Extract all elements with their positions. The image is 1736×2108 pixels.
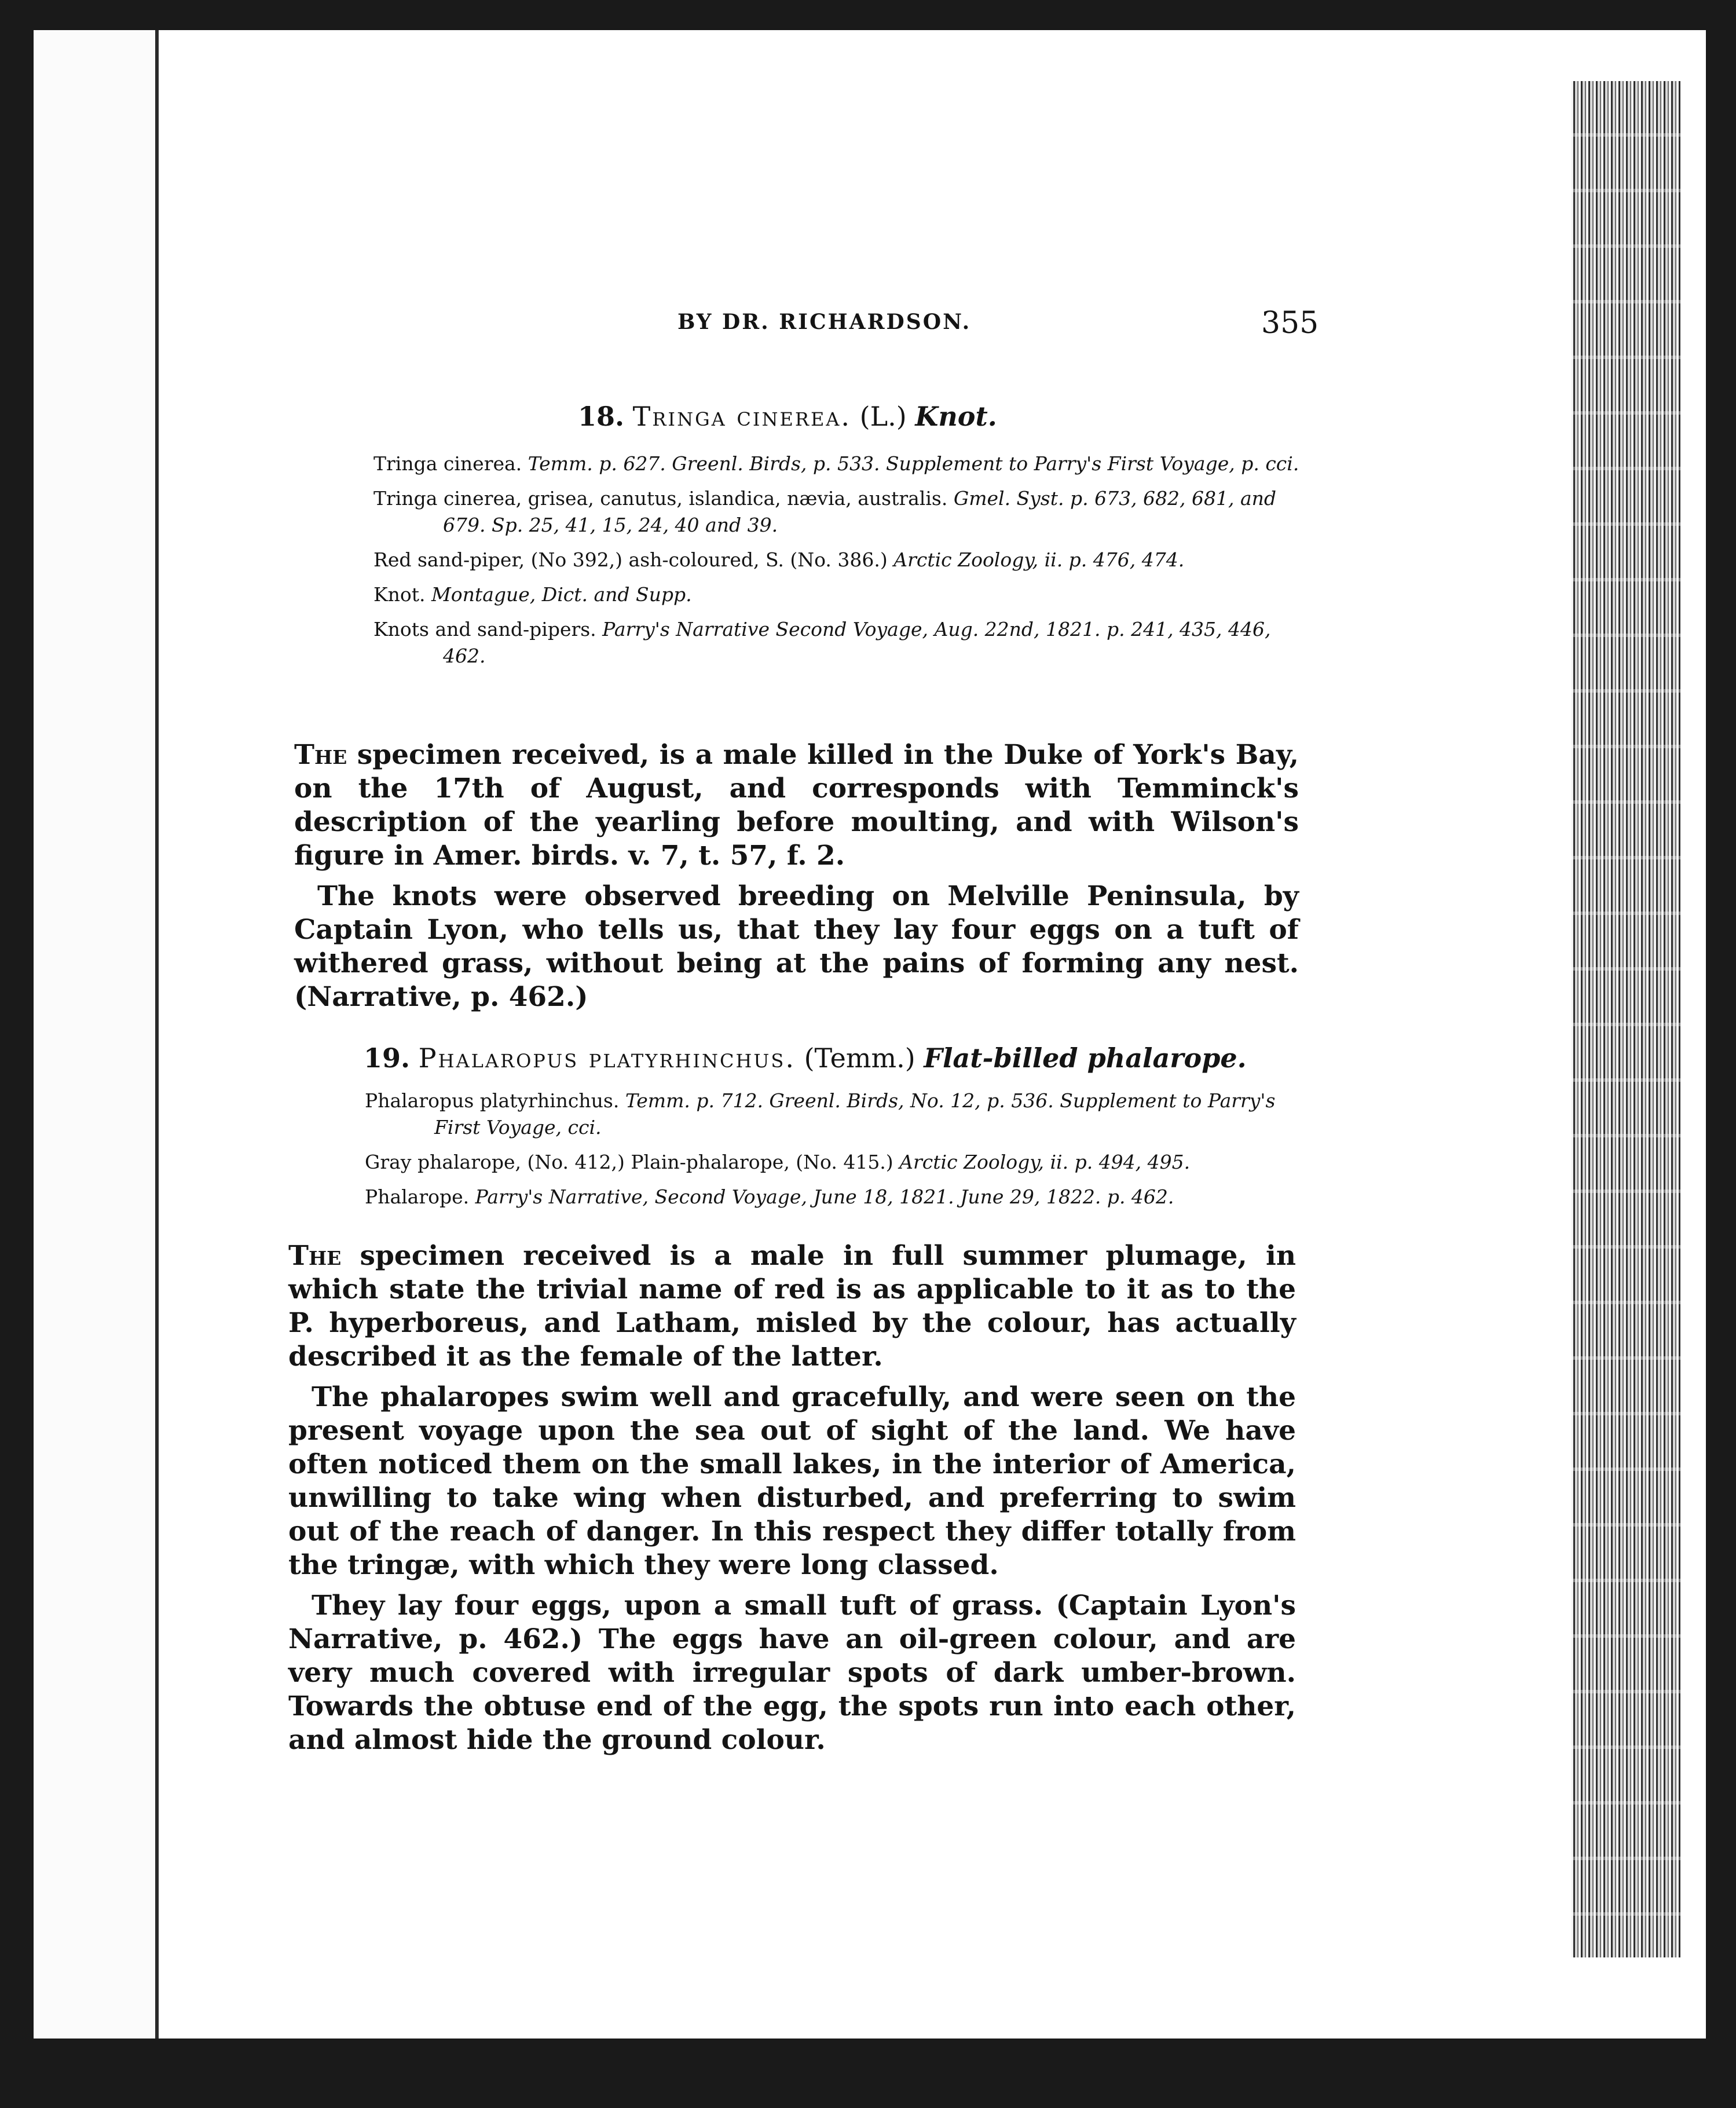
body-text-19 (288, 1239, 1296, 1764)
paragraph-text: specimen received is a male in full summer plumage, in which state the trivial name of red is as applicable to it as to the P. hyperboreus, and Latham, misled by the colour, has actually described it as the female of the latter. (288, 1240, 1296, 1373)
paragraph-lead: The (288, 1240, 342, 1272)
paragraph-text: specimen received, is a male killed in the Duke of York's Bay, on the 17th of August, and corresponds with Temminck's description of the yearling before moulting, and with Wilson's figure in Amer. birds. v. 7, t. 57, f. 2. (294, 739, 1299, 872)
synonym-name: Tringa cinerea. (373, 452, 528, 475)
synonym-name: Phalaropus platyrhinchus. (365, 1089, 625, 1112)
facing-page-edge (34, 30, 159, 2039)
synonym-name: Red sand-piper, (No 392,) ash-coloured, S. (No. 386.) (373, 548, 894, 571)
synonym-name: Phalarope. (365, 1185, 475, 1208)
synonym-name: Knot. (373, 583, 432, 606)
synonym-entry (365, 1184, 1297, 1210)
paragraph-text: The phalaropes swim well and gracefully, and were seen on the present voyage upon the sea out of sight of the land. We have often noticed them on the small lakes, in the interior of America, unwilling to take wing when disturbed, and preferring to swim out of the reach of danger. In this respect they differ totally from the tringæ, with which they were long classed. (288, 1381, 1296, 1581)
synonym-name: Gray phalarope, (No. 412,) Plain-phalarope, (No. 415.) (365, 1151, 900, 1173)
synonym-reference: Arctic Zoology, ii. p. 476, 474. (893, 548, 1185, 571)
body-text-18 (294, 738, 1299, 1021)
synonymy-list-18 (373, 451, 1306, 678)
paragraph (288, 1589, 1296, 1757)
species-number: 19. (364, 1042, 411, 1074)
synonym-reference: Parry's Narrative, Second Voyage, June 18, 1821. June 29, 1822. p. 462. (475, 1185, 1174, 1208)
synonym-entry (365, 1149, 1297, 1176)
species-common-name: Flat-billed phalarope. (924, 1042, 1247, 1074)
scan-border-bottom (0, 2039, 1736, 2108)
paragraph-lead: The (294, 739, 347, 771)
synonym-reference: Arctic Zoology, ii. p. 494, 495. (899, 1151, 1191, 1173)
species-latin-name: Tringa cinerea. (632, 401, 852, 432)
paragraph (288, 1239, 1296, 1374)
synonym-entry (373, 451, 1306, 477)
paragraph (294, 880, 1299, 1014)
paragraph-text: They lay four eggs, upon a small tuft of grass. (Captain Lyon's Narrative, p. 462.) The eggs have an oil-green colour, and are very much covered with irregular spots of dark umber-brown. Towards the obtuse end of the egg, the spots run into each other, and almost hide the ground colour. (288, 1590, 1296, 1756)
species-number: 18. (578, 401, 625, 432)
species-common-name: Knot. (915, 401, 997, 432)
species-heading-18 (578, 401, 997, 432)
synonym-reference: Temm. p. 712. Greenl. Birds, No. 12, p. 536. Supplement to Parry's First Voyage, cci. (434, 1089, 1276, 1139)
paragraph (294, 738, 1299, 873)
synonym-reference: Gmel. Syst. p. 673, 682, 681, and 679. Sp. 25, 41, 15, 24, 40 and 39. (443, 487, 1277, 536)
paragraph-text: The knots were observed breeding on Melville Peninsula, by Captain Lyon, who tells us, that they lay four eggs on a tuft of withered grass, without being at the pains of forming any nest. (Narrative, p. 462.) (294, 880, 1299, 1013)
species-authority: (Temm.) (804, 1042, 915, 1074)
synonym-entry (365, 1088, 1297, 1141)
synonym-reference: Montague, Dict. and Supp. (431, 583, 692, 606)
synonym-entry (373, 616, 1306, 669)
species-latin-name: Phalaropus platyrhinchus. (418, 1042, 796, 1074)
species-heading-19 (364, 1042, 1247, 1074)
species-authority: (L.) (859, 401, 907, 432)
synonym-name: Knots and sand-pipers. (373, 618, 603, 641)
scan-border-left (0, 0, 34, 2108)
synonym-entry (373, 485, 1306, 539)
synonymy-list-19 (365, 1088, 1297, 1218)
running-head: BY DR. RICHARDSON. (677, 310, 972, 334)
scan-border-top (0, 0, 1736, 30)
synonym-entry (373, 547, 1306, 573)
book-page-edges (1563, 81, 1680, 1957)
synonym-reference: Parry's Narrative Second Voyage, Aug. 22nd, 1821. p. 241, 435, 446, 462. (443, 618, 1271, 667)
synonym-name: Tringa cinerea, grisea, canutus, islandica, nævia, australis. (373, 487, 954, 510)
paragraph (288, 1381, 1296, 1582)
synonym-reference: Temm. p. 627. Greenl. Birds, p. 533. Supplement to Parry's First Voyage, p. cci. (528, 452, 1299, 475)
scan-border-right (1706, 0, 1736, 2108)
synonym-entry (373, 581, 1306, 608)
page-number: 355 (1261, 306, 1319, 341)
